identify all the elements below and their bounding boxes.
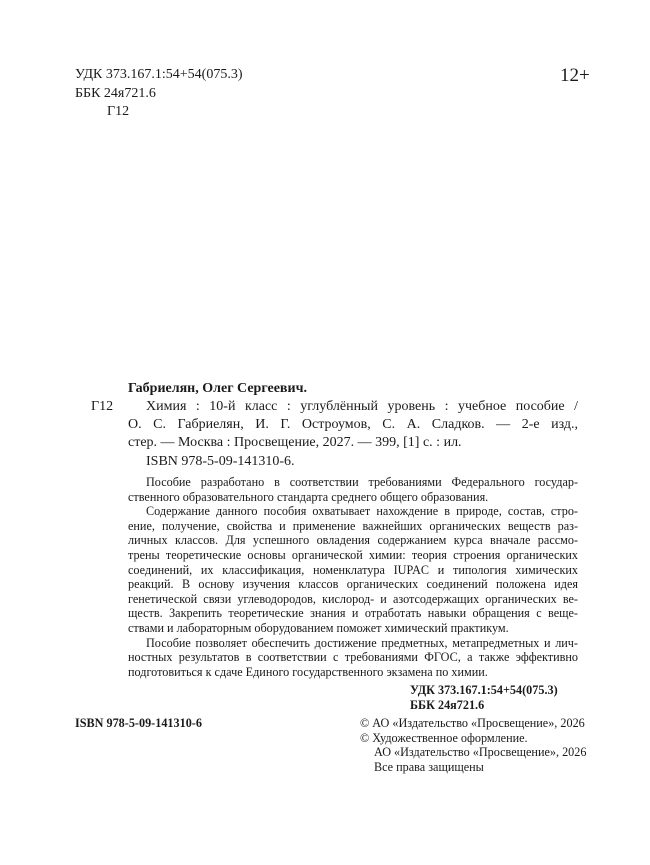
copyright-line: © Художественное оформление. <box>360 730 528 745</box>
annotation-line: ствами и лабораторным оборудованием поможет химический практикум. <box>128 621 509 635</box>
copyright-line: Все права защищены <box>374 759 484 774</box>
udk-code: УДК 373.167.1:54+54(075.3) <box>75 67 243 82</box>
annotation-line: генетической связи углеводородов, кислород- и азотсодержащих органических ве- <box>128 591 578 606</box>
annotation-line: реакций. В основу изучения классов органических соединений положена идея <box>128 577 578 592</box>
title-line: Химия : 10-й класс : углублённый уровень : учебное пособие / <box>146 399 578 414</box>
classification-bbk: ББК 24я721.6 <box>410 697 485 712</box>
classification-udk: УДК 373.167.1:54+54(075.3) <box>410 683 558 697</box>
record-isbn: ISBN 978-5-09-141310-6. <box>146 454 295 469</box>
bbk-code: ББК 24я721.6 <box>75 86 156 101</box>
annotation-line: трены теоретические основы органической химии: теория строения органических <box>128 548 578 562</box>
footer-isbn: ISBN 978-5-09-141310-6 <box>75 716 202 730</box>
annotation-line: подготовиться к сдаче Единого государственного экзамена по химии. <box>128 664 488 679</box>
author-mark: Г12 <box>107 104 130 119</box>
copyright-line: АО «Издательство «Просвещение», 2026 <box>374 745 587 760</box>
annotation-line: ственного образовательного стандарта среднего общего образования. <box>128 489 489 504</box>
annotation-line: Содержание данного пособия охватывает нахождение в природе, состав, стро- <box>146 504 578 519</box>
age-rating: 12+ <box>560 65 590 86</box>
annotation-line: Пособие разработано в соответствии требованиями Федерального государ- <box>146 475 578 489</box>
copyright-line: © АО «Издательство «Просвещение», 2026 <box>360 716 585 730</box>
annotation-line: ществ. Закрепить теоретические знания и отработать навыки обращения с веще- <box>128 606 578 621</box>
annotation-line: Пособие позволяет обеспечить достижение предметных, метапредметных и лич- <box>146 635 578 650</box>
record-author-mark: Г12 <box>91 399 114 414</box>
author-heading: Габриелян, Олег Сергеевич. <box>128 381 307 396</box>
title-line: стер. — Москва : Просвещение, 2027. — 399, [1] с. : ил. <box>128 435 462 450</box>
title-line: О. С. Габриелян, И. Г. Остроумов, С. А. Сладков. — 2-е изд., <box>128 417 578 432</box>
annotation-line: ностных результатов в соответствии с требованиями ФГОС, а также эффективно <box>128 650 578 665</box>
annotation-line: личных классов. Для успешного овладения содержанием курса вначале рассмо- <box>128 533 578 548</box>
annotation-line: соединений, их классификация, номенклатура IUPAC и типология химических <box>128 562 578 577</box>
annotation-line: ение, получение, свойства и применение важнейших органических веществ раз- <box>128 518 578 533</box>
